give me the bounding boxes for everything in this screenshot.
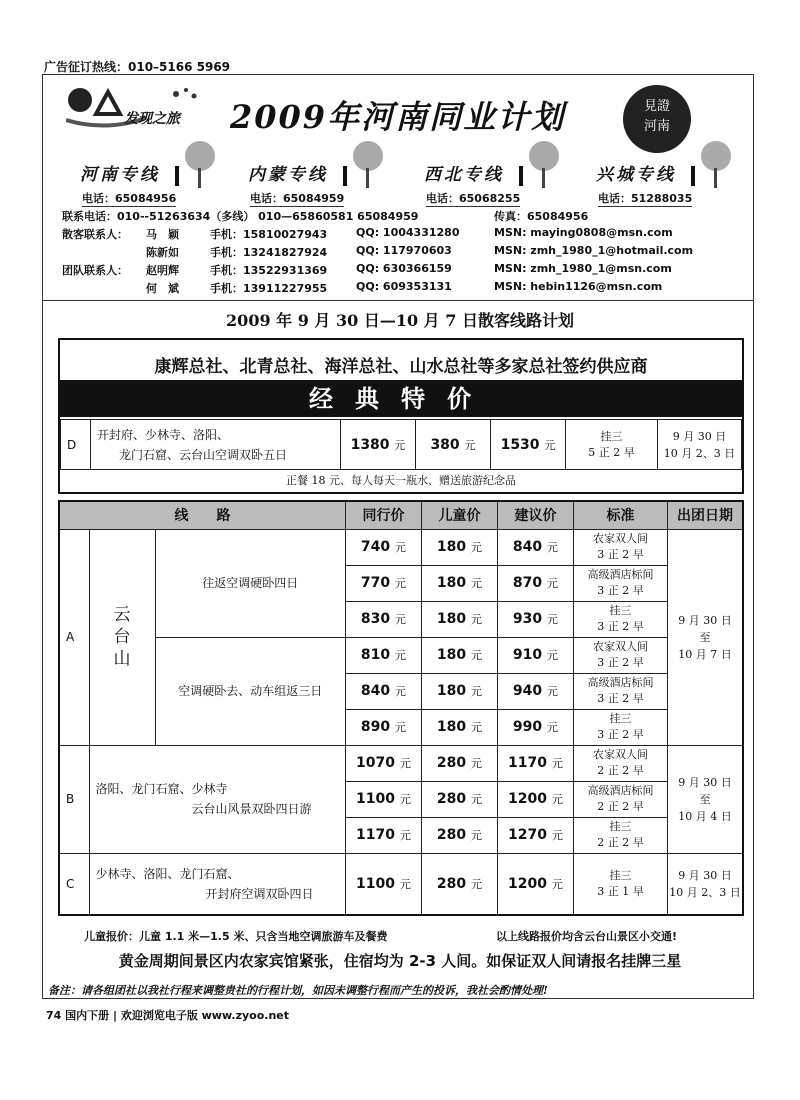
fax: 传真：65084956 xyxy=(494,210,589,223)
child-price-note: 儿童报价：儿童 1.1 米—1.5 米、只含当地空调旅游车及餐费 xyxy=(84,930,388,943)
route-line-1: 开封府、少林寺、洛阳、 xyxy=(97,427,230,442)
price-value: 990 xyxy=(512,719,543,735)
price-unit: 元 xyxy=(471,757,482,770)
child-price xyxy=(421,745,497,781)
price-unit: 元 xyxy=(547,721,558,734)
contact-msn: MSN: hebin1126@msn.com xyxy=(494,280,663,293)
price-unit: 元 xyxy=(399,793,411,806)
std-line-1: 挂三 xyxy=(609,712,632,725)
peer-price xyxy=(341,420,416,470)
price-value: 280 xyxy=(436,875,467,892)
price-value: 180 xyxy=(436,575,467,591)
price-value: 770 xyxy=(360,575,391,591)
suggested-price xyxy=(497,709,573,745)
peer-price xyxy=(345,601,421,637)
peer-price xyxy=(345,565,421,601)
contact-qq: QQ: 609353131 xyxy=(356,280,452,293)
special-lines-row xyxy=(70,138,750,208)
price-value: 1200 xyxy=(508,875,547,892)
child-price xyxy=(416,420,491,470)
peer-price xyxy=(345,709,421,745)
route-line-2: 云台山风景双卧四日游 xyxy=(191,802,312,816)
main-phone: 联系电话：010--51263634（多线） 010—65860581 65084959 xyxy=(62,210,419,223)
page-footer: 74 国内下册 | 欢迎浏览电子版 www.zyoo.net xyxy=(46,1009,290,1022)
route-code: B xyxy=(59,745,89,853)
standard xyxy=(573,565,667,601)
col-standard: 标准 xyxy=(573,501,667,529)
table-row xyxy=(59,529,743,565)
price-value: 280 xyxy=(436,755,467,771)
contact-name: 何 斌 xyxy=(146,282,179,295)
std-line-1: 高级酒店标间 xyxy=(587,784,654,797)
standard xyxy=(573,817,667,853)
date-line-1: 9 月 30 日 xyxy=(678,775,732,789)
table-row xyxy=(59,637,743,673)
contact-row-phone xyxy=(62,208,752,226)
child-price xyxy=(421,565,497,601)
child-price xyxy=(421,781,497,817)
route-desc: 空调硬卧去、动车组返三日 xyxy=(155,637,345,745)
date-line-1: 9 月 30 日 xyxy=(672,429,727,443)
table-row xyxy=(59,745,743,781)
price-value: 1380 xyxy=(350,436,390,453)
price-value: 180 xyxy=(436,539,467,555)
special-note: 正餐 18 元、每人每天一瓶水、赠送旅游纪念品 xyxy=(286,474,516,487)
route-code: A xyxy=(59,529,89,745)
price-unit: 元 xyxy=(471,649,482,662)
price-unit: 元 xyxy=(547,577,558,590)
std-line-2: 3 正 2 早 xyxy=(597,584,644,597)
std-line-1: 农家双人间 xyxy=(592,748,648,761)
departure-date xyxy=(667,529,743,745)
contact-mobile: 手机：13911227955 xyxy=(210,282,328,295)
standard xyxy=(573,637,667,673)
date-line-1: 9 月 30 日 xyxy=(678,613,732,627)
price-value: 890 xyxy=(360,719,391,735)
contact-msn: MSN: zmh_1980_1@msn.com xyxy=(494,262,672,275)
std-line-1: 农家双人间 xyxy=(592,640,648,653)
price-value: 1070 xyxy=(356,755,395,771)
col-departure-date: 出团日期 xyxy=(667,501,743,529)
date-line-2: 至 xyxy=(699,792,711,806)
suggested-price xyxy=(497,529,573,565)
price-unit: 元 xyxy=(395,541,406,554)
seal-line-1: 見證 xyxy=(643,99,670,114)
peer-price xyxy=(345,529,421,565)
contact-qq: QQ: 1004331280 xyxy=(356,226,460,239)
price-unit: 元 xyxy=(399,829,411,842)
price-value: 180 xyxy=(436,683,467,699)
tree-illustration-icon xyxy=(333,140,393,190)
contact-mobile: 手机：13241827924 xyxy=(210,246,328,259)
std-line-1: 农家双人间 xyxy=(592,532,648,545)
departure-date xyxy=(667,853,743,915)
price-unit: 元 xyxy=(471,541,482,554)
standard xyxy=(573,745,667,781)
line-phone: 电话：65084959 xyxy=(250,192,345,205)
divider xyxy=(42,300,754,301)
std-line-1: 挂三 xyxy=(600,429,623,443)
plan-title: 2009 年 9 月 30 日—10 月 7 日散客线路计划 xyxy=(226,311,574,330)
line-neimeng xyxy=(238,138,408,208)
destination xyxy=(89,529,155,745)
route-line-2: 开封府空调双卧四日 xyxy=(205,886,314,901)
price-value: 380 xyxy=(430,436,460,453)
standard xyxy=(573,781,667,817)
price-unit: 元 xyxy=(551,877,563,891)
price-unit: 元 xyxy=(395,721,406,734)
price-unit: 元 xyxy=(551,793,563,806)
child-price xyxy=(421,637,497,673)
price-value: 1530 xyxy=(500,436,540,453)
table-header-row xyxy=(59,501,743,529)
route-desc xyxy=(89,853,345,915)
col-route: 线 路 xyxy=(59,501,345,529)
price-value: 180 xyxy=(436,647,467,663)
price-value: 180 xyxy=(436,611,467,627)
price-unit: 元 xyxy=(547,613,558,626)
line-name: 内蒙专线 xyxy=(248,165,328,185)
line-name: 河南专线 xyxy=(80,165,160,185)
price-unit: 元 xyxy=(395,649,406,662)
route-desc xyxy=(89,745,345,853)
peer-price xyxy=(345,817,421,853)
route-code: C xyxy=(59,853,89,915)
price-value: 940 xyxy=(512,683,543,699)
standard xyxy=(573,709,667,745)
included-note: 以上线路报价均含云台山景区小交通! xyxy=(496,930,678,943)
std-line-1: 挂三 xyxy=(609,820,632,833)
price-value: 1270 xyxy=(508,827,547,843)
child-price xyxy=(421,709,497,745)
price-unit: 元 xyxy=(471,685,482,698)
remark-note: 备注：请各组团社以我社行程来调整贵社的行程计划，如因未调整行程而产生的投诉，我社会酌情处理! xyxy=(48,984,548,997)
price-value: 840 xyxy=(512,539,543,555)
suggested-price xyxy=(497,853,573,915)
price-value: 840 xyxy=(360,683,391,699)
route-price-table xyxy=(58,500,744,916)
price-value: 1170 xyxy=(508,755,547,771)
std-line-1: 高级酒店标间 xyxy=(587,568,654,581)
contact-mobile: 手机：15810027943 xyxy=(210,228,328,241)
date-line-3: 10 月 7 日 xyxy=(678,647,732,661)
line-name: 西北专线 xyxy=(424,165,504,185)
suggested-price xyxy=(497,673,573,709)
price-value: 1200 xyxy=(508,791,547,807)
tree-illustration-icon xyxy=(509,140,569,190)
price-unit: 元 xyxy=(471,577,482,590)
peer-price xyxy=(345,853,421,915)
tree-illustration-icon xyxy=(681,140,741,190)
line-phone: 电话：65084956 xyxy=(82,192,177,205)
suggested-price xyxy=(497,781,573,817)
peer-price xyxy=(345,745,421,781)
table-row xyxy=(59,853,743,915)
price-unit: 元 xyxy=(399,877,411,891)
price-value: 870 xyxy=(512,575,543,591)
departure-date xyxy=(667,745,743,853)
col-child-price: 儿童价 xyxy=(421,501,497,529)
std-line-1: 高级酒店标间 xyxy=(587,676,654,689)
price-value: 280 xyxy=(436,827,467,843)
child-price xyxy=(421,529,497,565)
contact-row xyxy=(62,226,752,244)
contact-qq: QQ: 630366159 xyxy=(356,262,452,275)
golden-week-warning: 黄金周期间景区内农家宾馆紧张，住宿均为 2-3 人间。如保证双人间请报名挂牌三星 xyxy=(118,952,682,970)
contact-qq: QQ: 117970603 xyxy=(356,244,452,257)
table-row xyxy=(61,420,742,470)
suggested-price xyxy=(497,745,573,781)
std-line-1: 挂三 xyxy=(609,604,632,617)
line-xingcheng xyxy=(586,138,756,208)
price-value: 1170 xyxy=(356,827,395,843)
price-unit: 元 xyxy=(544,438,556,452)
price-unit: 元 xyxy=(464,438,476,452)
route-code: D xyxy=(61,420,91,470)
contact-row xyxy=(62,244,752,262)
logo-text: 发现之旅 xyxy=(124,111,180,127)
price-value: 1100 xyxy=(356,875,395,892)
route-line-1: 少林寺、洛阳、龙门石窟、 xyxy=(95,866,240,881)
price-unit: 元 xyxy=(395,685,406,698)
std-line-2: 3 正 2 早 xyxy=(597,728,644,741)
price-unit: 元 xyxy=(551,829,563,842)
child-price xyxy=(421,817,497,853)
price-value: 740 xyxy=(360,539,391,555)
suggested-price xyxy=(497,817,573,853)
std-line-2: 3 正 2 早 xyxy=(597,692,644,705)
date-line-2: 10 月 2、3 日 xyxy=(663,446,736,460)
date-line-1: 9 月 30 日 xyxy=(678,868,732,882)
price-unit: 元 xyxy=(471,877,482,891)
price-value: 1100 xyxy=(356,791,395,807)
price-unit: 元 xyxy=(471,793,482,806)
price-value: 810 xyxy=(360,647,391,663)
date-line-3: 10 月 4 日 xyxy=(678,809,732,823)
route-desc xyxy=(91,420,341,470)
price-unit: 元 xyxy=(547,649,558,662)
price-value: 180 xyxy=(436,719,467,735)
price-unit: 元 xyxy=(395,577,406,590)
price-unit: 元 xyxy=(394,438,406,452)
price-value: 930 xyxy=(512,611,543,627)
line-xibei xyxy=(414,138,584,208)
peer-price xyxy=(345,781,421,817)
peer-price xyxy=(345,673,421,709)
contact-row xyxy=(62,280,752,298)
std-line-2: 3 正 1 早 xyxy=(597,884,644,898)
contact-name: 陈新如 xyxy=(146,246,179,259)
date-line-2: 10 月 2、3 日 xyxy=(669,885,741,899)
price-unit: 元 xyxy=(471,613,482,626)
contact-role: 散客联系人： xyxy=(62,228,128,241)
route-line-2: 龙门石窟、云台山空调双卧五日 xyxy=(119,447,288,462)
std-line-2: 5 正 2 早 xyxy=(588,445,635,459)
standard xyxy=(573,853,667,915)
price-value: 830 xyxy=(360,611,391,627)
std-line-2: 3 正 2 早 xyxy=(597,548,644,561)
route-desc: 往返空调硬卧四日 xyxy=(155,529,345,637)
special-offer-box xyxy=(58,338,744,494)
price-unit: 元 xyxy=(547,685,558,698)
standard xyxy=(566,420,658,470)
price-unit: 元 xyxy=(547,541,558,554)
contact-mobile: 手机：13522931369 xyxy=(210,264,328,277)
price-unit: 元 xyxy=(399,757,411,770)
standard xyxy=(573,601,667,637)
destination-text: 云台山 xyxy=(113,605,131,669)
col-peer-price: 同行价 xyxy=(345,501,421,529)
contact-role: 团队联系人： xyxy=(62,264,128,277)
std-line-2: 3 正 2 早 xyxy=(597,620,644,633)
suggested-price xyxy=(497,601,573,637)
price-value: 910 xyxy=(512,647,543,663)
departure-date xyxy=(658,420,742,470)
suggested-price xyxy=(497,637,573,673)
line-henan xyxy=(70,138,240,208)
page-headline: 2009年河南同业计划 xyxy=(230,98,566,136)
child-price xyxy=(421,673,497,709)
contact-row xyxy=(62,262,752,280)
seal-line-2: 河南 xyxy=(643,119,670,134)
child-price xyxy=(421,601,497,637)
std-line-2: 2 正 2 早 xyxy=(597,800,644,813)
price-unit: 元 xyxy=(471,721,482,734)
col-suggested-price: 建议价 xyxy=(497,501,573,529)
standard xyxy=(573,673,667,709)
special-offer-table xyxy=(60,419,742,470)
std-line-1: 挂三 xyxy=(609,868,632,882)
line-phone: 电话：65068255 xyxy=(426,192,521,205)
suppliers-banner: 康辉总社、北青总社、海洋总社、山水总社等多家总社签约供应商 xyxy=(154,357,648,377)
line-name: 兴城专线 xyxy=(596,165,676,185)
special-price-banner: 经典特价 xyxy=(60,380,742,417)
price-unit: 元 xyxy=(471,829,482,842)
suggested-price xyxy=(491,420,566,470)
price-unit: 元 xyxy=(551,757,563,770)
contact-block xyxy=(62,208,752,298)
agency-logo xyxy=(66,84,216,134)
date-line-2: 至 xyxy=(699,630,711,644)
contact-msn: MSN: maying0808@msn.com xyxy=(494,226,673,239)
price-unit: 元 xyxy=(395,613,406,626)
standard xyxy=(573,529,667,565)
contact-name: 赵明辉 xyxy=(146,264,179,277)
peer-price xyxy=(345,637,421,673)
price-value: 280 xyxy=(436,791,467,807)
suggested-price xyxy=(497,565,573,601)
contact-msn: MSN: zmh_1980_1@hotmail.com xyxy=(494,244,694,257)
std-line-2: 2 正 2 早 xyxy=(597,836,644,849)
std-line-2: 3 正 2 早 xyxy=(597,656,644,669)
contact-name: 马 颖 xyxy=(146,228,179,241)
line-phone: 电话：51288035 xyxy=(598,192,693,205)
std-line-2: 2 正 2 早 xyxy=(597,764,644,777)
child-price xyxy=(421,853,497,915)
tree-illustration-icon xyxy=(165,140,225,190)
route-line-1: 洛阳、龙门石窟、少林寺 xyxy=(95,782,228,796)
ad-hotline: 广告征订热线：010–5166 5969 xyxy=(44,60,231,74)
